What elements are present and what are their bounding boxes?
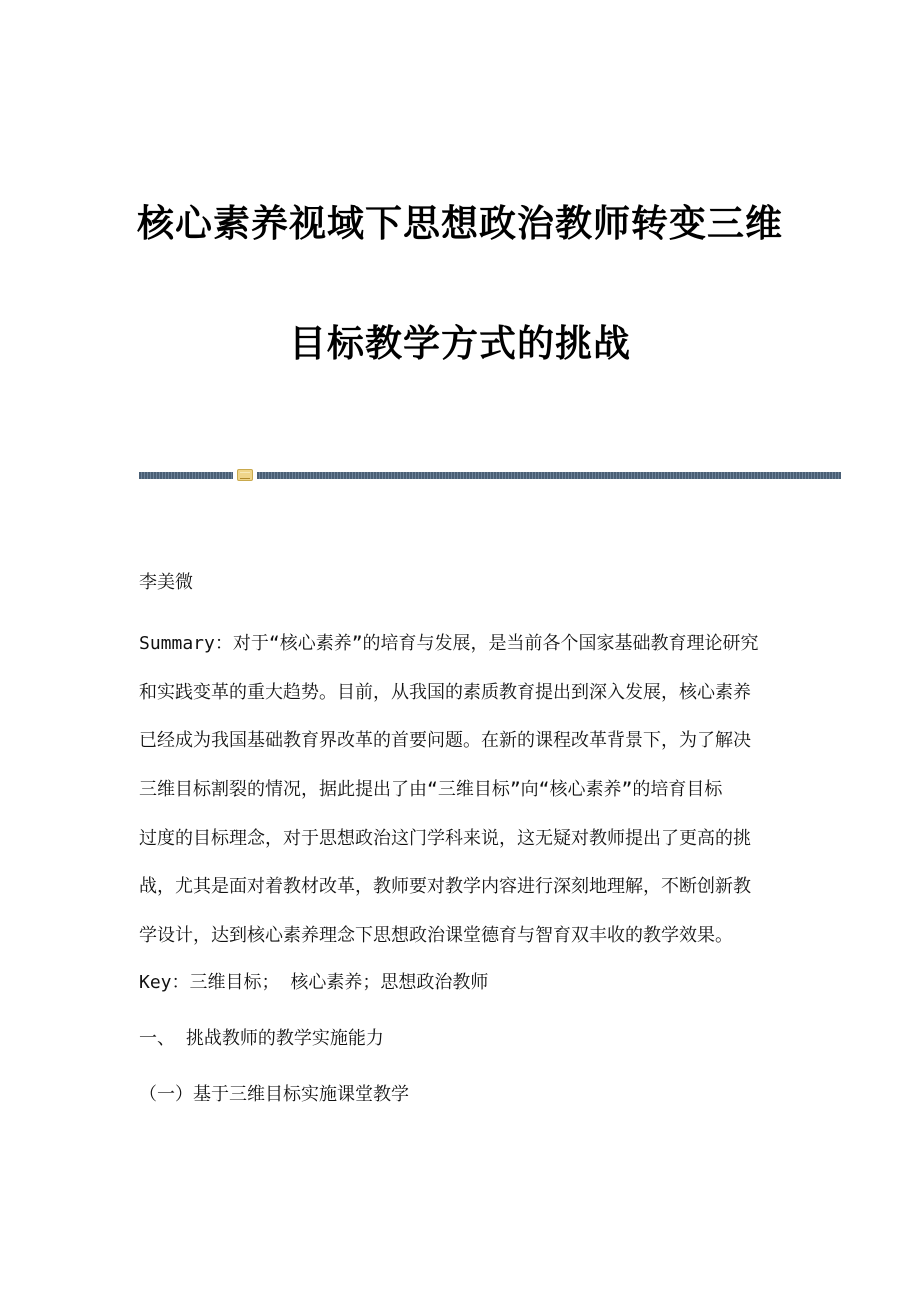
summary-line: 战，尤其是面对着教材改革，教师要对教学内容进行深刻地理解，不断创新教: [139, 876, 751, 898]
summary-line: 三维目标割裂的情况，据此提出了由“三维目标”向“核心素养”的培育目标: [139, 779, 723, 801]
document-title-line-2: 目标教学方式的挑战: [289, 321, 631, 365]
divider-bar-left: [139, 472, 233, 479]
summary-line: 学设计，达到核心素养理念下思想政治课堂德育与智育双丰收的教学效果。: [139, 925, 733, 947]
summary-line: 已经成为我国基础教育界改革的首要问题。在新的课程改革背景下，为了解决: [139, 730, 751, 752]
document-title-line-1: 核心素养视域下思想政治教师转变三维: [137, 201, 783, 245]
summary-line: 过度的目标理念，对于思想政治这门学科来说，这无疑对教师提出了更高的挑: [139, 827, 751, 849]
divider-bar-right: [257, 472, 841, 479]
keywords-line: Key：三维目标； 核心素养；思想政治教师: [139, 972, 489, 993]
author-name: 李美微: [139, 572, 193, 593]
title-divider: [139, 469, 841, 481]
section-heading-1: 一、 挑战教师的教学实施能力: [139, 1028, 384, 1049]
summary-line: 和实践变革的重大趋势。目前，从我国的素质教育提出到深入发展，核心素养: [139, 681, 751, 703]
summary-line: Summary：对于“核心素养”的培育与发展，是当前各个国家基础教育理论研究: [139, 633, 759, 654]
summary-paragraph: [139, 620, 789, 961]
subsection-heading-1: （一）基于三维目标实施课堂教学: [139, 1084, 409, 1105]
envelope-ornament-icon: [237, 469, 253, 481]
